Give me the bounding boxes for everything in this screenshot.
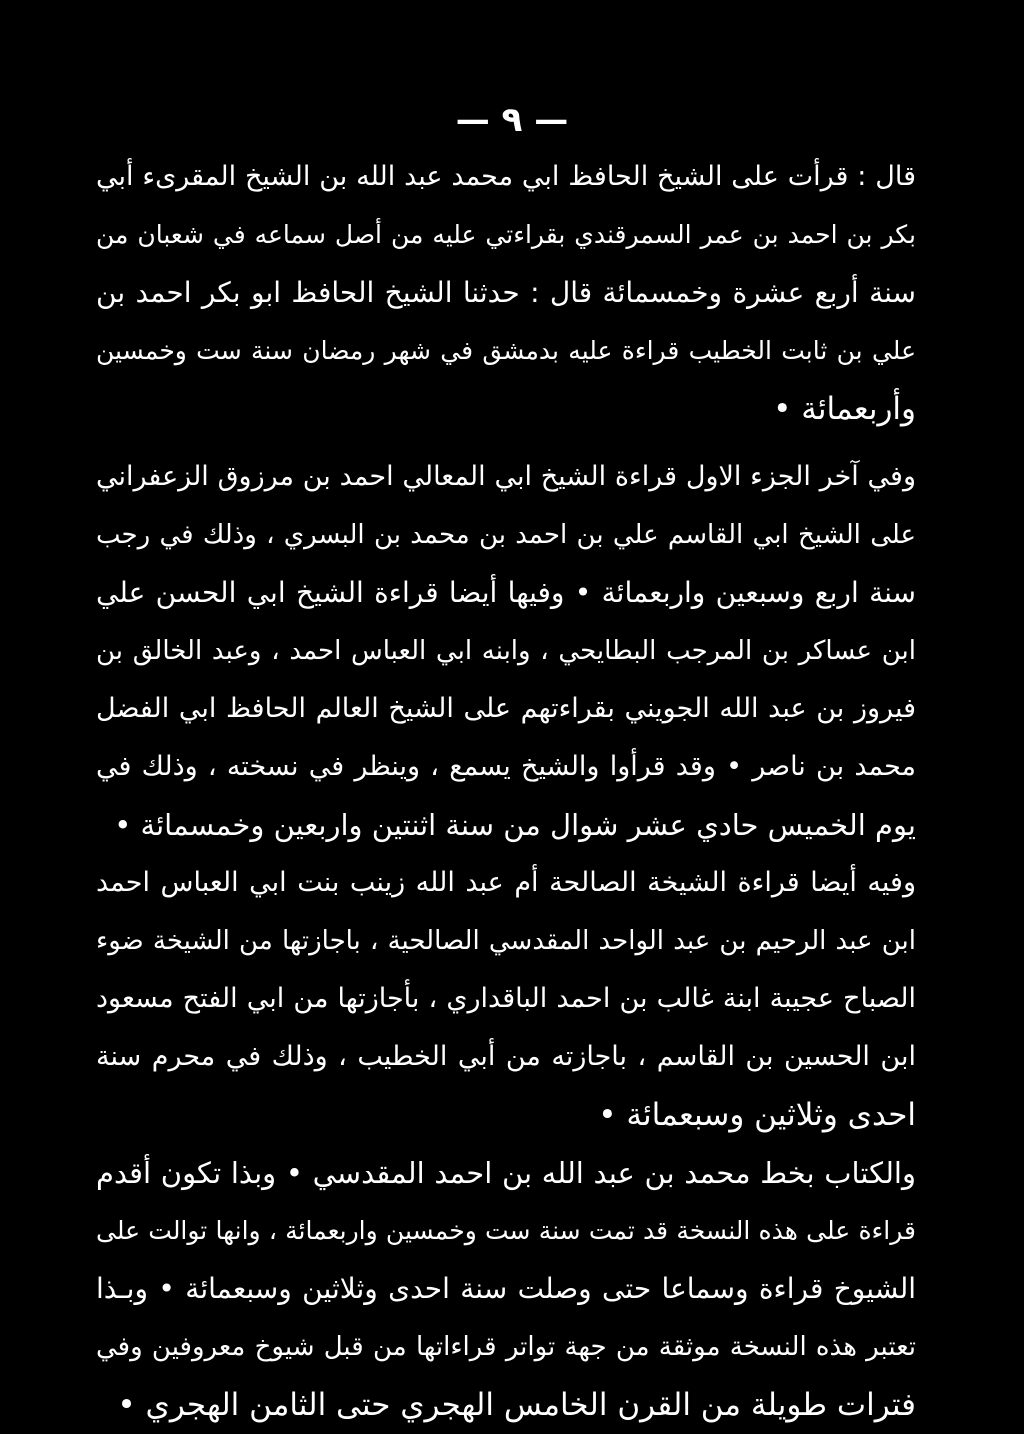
paragraph-3: [96, 854, 916, 1144]
text-line: الشيوخ قراءة وسماعا حتى وصلت سنة احدى وثلاثين وسبعمائة • وبـذا: [96, 1272, 916, 1305]
text-line: قراءة على هذه النسخة قد تمت سنة ست وخمسين واربعمائة ، وانها توالت على: [96, 1216, 916, 1245]
text-line: وفيه أيضا قراءة الشيخة الصالحة أم عبد الله زينب بنت ابي العباس احمد: [96, 867, 916, 898]
text-line: بكر بن احمد بن عمر السمرقندي بقراءتي عليه من أصل سماعه في شعبان من: [96, 220, 916, 249]
text-line: فيروز بن عبد الله الجويني بقراءتهم على الشيخ العالم الحافظ ابي الفضل: [96, 693, 916, 724]
text-line: علي بن ثابت الخطيب قراءة عليه بدمشق في شهر رمضان سنة ست وخمسين: [96, 336, 916, 365]
text-line: على الشيخ ابي القاسم علي بن احمد بن محمد بن البسري ، وذلك في رجب: [96, 520, 916, 550]
text-line: وأربعمائة •: [773, 391, 916, 427]
text-line: وفي آخر الجزء الاول قراءة الشيخ ابي المعالي احمد بن مرزوق الزعفراني: [96, 461, 916, 492]
text-line: محمد بن ناصر • وقد قرأوا والشيخ يسمع ، وينظر في نسخته ، وذلك في: [96, 751, 916, 782]
text-line: يوم الخميس حادي عشر شوال من سنة اثنتين واربعين وخمسمائة •: [114, 808, 916, 842]
text-line: الصباح عجيبة ابنة غالب بن احمد الباقداري ، بأجازتها من ابي الفتح مسعود: [96, 983, 916, 1014]
text-line: فترات طويلة من القرن الخامس الهجري حتى الثامن الهجري •: [117, 1387, 916, 1423]
paragraph-2: [96, 448, 916, 854]
paragraph-1: [96, 148, 916, 438]
text-line: قال : قرأت على الشيخ الحافظ ابي محمد عبد الله بن الشيخ المقرىء أبي: [96, 161, 916, 192]
text-line: احدى وثلاثين وسبعمائة •: [598, 1097, 916, 1133]
text-line: سنة اربع وسبعين واربعمائة • وفيها أيضا قراءة الشيخ ابي الحسن علي: [96, 576, 916, 609]
text-line: والكتاب بخط محمد بن عبد الله بن احمد المقدسي • وبذا تكون أقدم: [96, 1156, 916, 1190]
text-line: سنة أربع عشرة وخمسمائة قال : حدثنا الشيخ الحافظ ابو بكر احمد بن: [96, 276, 916, 309]
text-line: ابن عبد الرحيم بن عبد الواحد المقدسي الصالحية ، باجازتها من الشيخة ضوء: [96, 926, 916, 956]
text-line: تعتبر هذه النسخة موثقة من جهة تواتر قراءاتها من قبل شيوخ معروفين وفي: [96, 1332, 916, 1362]
page-number: — ٩ —: [455, 100, 569, 140]
body-text: [96, 148, 916, 1434]
paragraph-4: [96, 1144, 916, 1434]
text-line: ابن الحسين بن القاسم ، باجازته من أبي الخطيب ، وذلك في محرم سنة: [96, 1041, 916, 1072]
text-line: ابن عساكر بن المرجب البطايحي ، وابنه ابي العباس احمد ، وعبد الخالق بن: [96, 636, 916, 666]
